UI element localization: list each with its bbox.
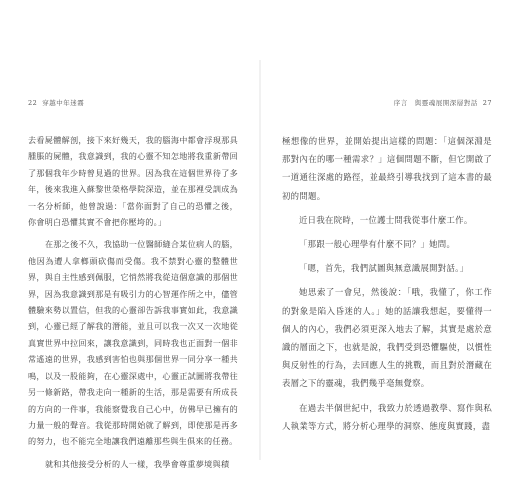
left-running-head [28,98,238,107]
left-paragraph-3: 就和其他接受分析的人一樣，我學會尊重夢境與積 [45,458,230,469]
right-running-head-title: 序言 與靈魂展開深層對話 [393,99,478,107]
left-folio: 22 [28,99,38,107]
right-paragraph-1: 極想像的世界，並開始提出這樣的問題：「這個深淵是那對內在的哪一種需求？」這個問題不斷，但它開啟了一道通往深處的路徑，並最終引導我找到了這本書的最初的問題。 [282,136,492,201]
right-page [282,98,492,468]
left-paragraph-2: 在那之後不久，我協助一位醫師縫合某位病人的腦，他因為遭人拿榔頭砍傷而受傷。我不禁對心靈的整體世界，與自主性感到佩服，它悄然將我從這個意識的那個世界，因為我意識到那是有吸引力的心智運作所之中，儘管體驗來勢以置信，但我的心靈卻告訴我事實如此，我意識到，心靈已經了解我的潛能，並且可以我一次又一次地從真實世界中拉回來，讓我意識到，同時我也正面對一個非常遙遠的世界，我感到害怕也與那個世界一同分享一種共鳴，以及一股能夠，在心靈深處中，心靈正試圖將我帶往另一條新路，帶我走向一種新的生活，那是需要有所成長的方向的一件事，我能察覺我自己心中，仿佛早已擁有的力量一般的聲音。我從那時開始就了解到，即使那是再多的努力，也不能完全地讓我們遠離那些與生俱來的任務。 [28,239,238,447]
left-paragraph-1: 去看屍體解剖，接下來好幾天，我的腦海中都會浮現那具腫脹的屍體，我意識到，我的心靈不知怎地將我重新帶回了那個我年少時曾見過的世界。因為我在這個世界待了多年，後來我進入蘇黎世榮格學院深造，並在那裡受訓成為一名分析師，他曾說過：「當你面對了自己的恐懼之後，你會明白恐懼其實不會把你壓垮的。」 [28,135,238,228]
right-paragraph-6: 在過去半個世紀中，我致力於透過教學、寫作與私人執業等方式，將分析心理學的洞察、態度與實踐，盡 [282,402,492,431]
right-paragraph-2: 近日我在院時，一位護士問我從事什麼工作。 [299,214,473,225]
right-paragraph-3: 「那跟一般心理學有什麼不同？」她問。 [299,239,456,250]
right-running-head [282,98,492,107]
left-page [28,98,238,468]
right-paragraph-5: 她思索了一會兒，然後說：「哦，我懂了，你工作的對象是陷入昏迷的人。」她的話讓我想起，要懂得一個人的內心，我們必須更深入地去了解，其實是處於意識的層面之下，也就是說，我們受到恐懼驅使，以慣性與反射性的行為，去回應人生的挑戰，而且對於潛藏在表層之下的靈魂，我們幾乎毫無覺察。 [282,287,492,389]
right-paragraph-4: 「嗯，首先，我們試圖與無意識展開對話。」 [299,263,469,274]
left-page-text [28,132,238,478]
left-running-head-title: 穿越中年迷霧 [42,99,85,107]
right-page-text [282,132,492,441]
book-gutter [259,60,261,460]
right-folio: 27 [482,99,492,107]
